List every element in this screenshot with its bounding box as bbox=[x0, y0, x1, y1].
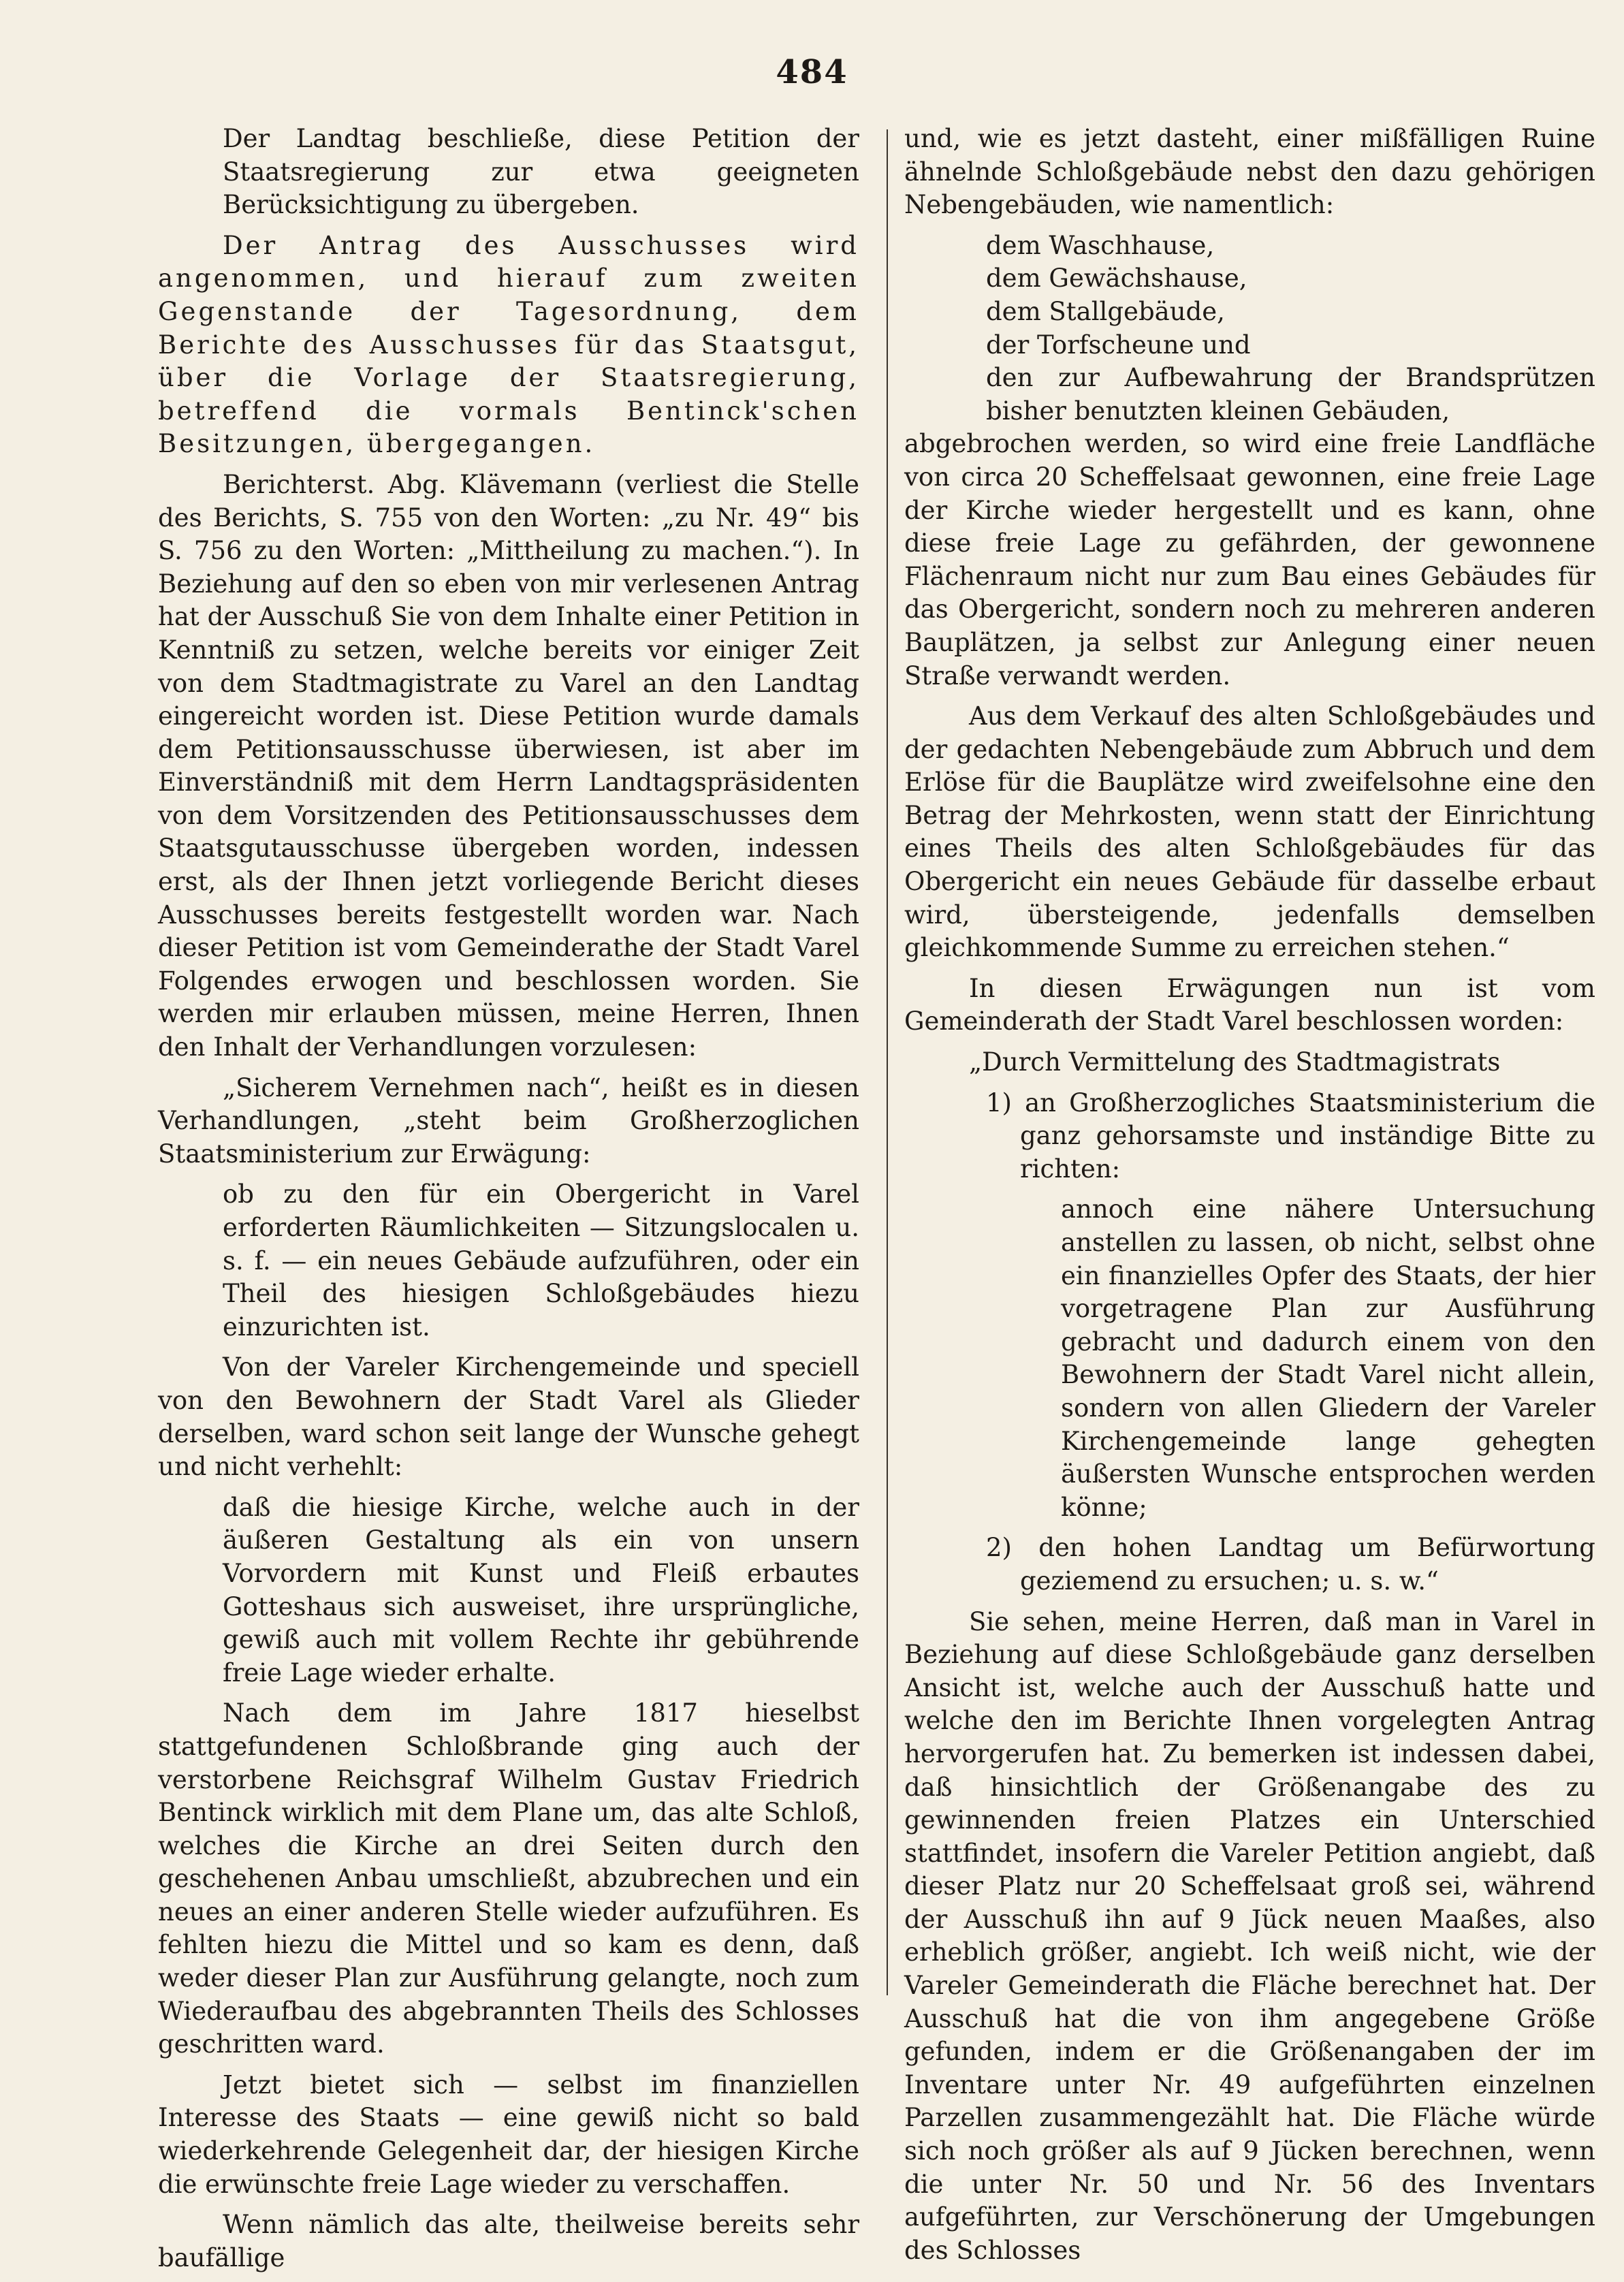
numbered-item: 1) an Großherzogliches Staatsministerium die ganz gehorsamste und inständige Bitte zu richten: bbox=[986, 1088, 1595, 1184]
paragraph: annoch eine nähere Untersuchung anstellen zu lassen, ob nicht, selbst ohne ein finanzielles Opfer des Staats, der hier vorgetragene Plan zur Ausführung gebracht und dadurch einem von den Bewohnern der Stadt Varel nicht allein, sondern von allen Gliedern der Vareler Kirchengemeinde lange gehegten äußersten Wunsche entsprochen werden könne; bbox=[1061, 1194, 1595, 1522]
paragraph: „Durch Vermittelung des Stadtmagistrats bbox=[969, 1047, 1501, 1077]
list-item: dem Waschhause, bbox=[986, 230, 1215, 260]
paragraph: Von der Vareler Kirchengemeinde und speciell von den Bewohnern der Stadt Varel als Glieder derselben, ward schon seit lange der Wunsche gehegt und nicht verhehlt: bbox=[158, 1352, 859, 1482]
list-item: dem Stallgebäude, bbox=[986, 296, 1225, 326]
list-item: dem Gewächshause, bbox=[986, 264, 1247, 294]
paragraph: Sie sehen, meine Herren, daß man in Varel in Beziehung auf diese Schloßgebäude ganz derselben Ansicht ist, welche auch der Ausschuß hatte und welche den im Berichte Ihnen vorgelegten Antrag hervorgerufen hat. Zu bemerken ist indessen dabei, daß hinsichtlich der Größenangabe des zu gewinnenden freien Platzes ein Unterschied stattfindet, insofern die Vareler Petition angiebt, daß dieser Platz nur 20 Scheffelsaat groß sei, während der Ausschuß ihn auf 9 Jück neuen Maaßes, also erheblich größer, angiebt. Ich weiß nicht, wie der Vareler Gemeinderath die Fläche berechnet hat. Der Ausschuß hat die von ihm angegebene Größe gefunden, indem er die Größenangaben der im Inventare unter Nr. 49 aufgeführten einzelnen Parzellen zusammengezählt hat. Die Fläche würde sich noch größer als auf 9 Jücken berechnen, wenn die unter Nr. 50 und Nr. 56 des Inventars aufgeführten, zur Verschönerung der Umgebungen des Schlosses bbox=[904, 1606, 1595, 2265]
left-column bbox=[158, 123, 859, 2282]
paragraph: abgebrochen werden, so wird eine freie Landfläche von circa 20 Scheffelsaat gewonnen, eine freie Lage der Kirche wieder hergestellt und es kann, ohne diese freie Lage zu gefährden, der gewonnene Flächenraum nicht nur zum Bau eines Gebäudes für das Obergericht, sondern noch zu mehreren anderen Bauplätzen, ja selbst zur Anlegung einer neuen Straße verwandt werden. bbox=[904, 429, 1595, 691]
right-column bbox=[904, 123, 1595, 2275]
page-number: 484 bbox=[776, 53, 848, 91]
paragraph: Nach dem im Jahre 1817 hieselbst stattgefundenen Schloßbrande ging auch der verstorbene Reichsgraf Wilhelm Gustav Friedrich Bentinck wirklich mit dem Plane um, das alte Schloß, welches die Kirche an drei Seiten durch den geschehenen Anbau umschließt, abzubrechen und ein neues an einer anderen Stelle wieder aufzuführen. Es fehlten hiezu die Mittel und so kam es denn, daß weder dieser Plan zur Ausführung gelangte, noch zum Wiederaufbau des abgebrannten Theils des Schlosses geschritten ward. bbox=[158, 1698, 859, 2059]
list-item: der Torfscheune und bbox=[986, 330, 1251, 360]
numbered-item: 2) den hohen Landtag um Befürwortung geziemend zu ersuchen; u. s. w.“ bbox=[986, 1533, 1595, 1596]
paragraph: und, wie es jetzt dasteht, einer mißfälligen Ruine ähnelnde Schloßgebäude nebst den dazu gehörigen Nebengebäuden, wie namentlich: bbox=[904, 124, 1595, 220]
list-item: den zur Aufbewahrung der Brandsprützen bisher benutzten kleinen Gebäuden, bbox=[986, 363, 1595, 426]
paragraph: Berichterst. Abg. Klävemann (verliest die Stelle des Berichts, S. 755 von den Worten: „zu Nr. 49“ bis S. 756 zu den Worten: „Mittheilung zu machen.“). In Beziehung auf den so eben von mir verlesenen Antrag hat der Ausschuß Sie von dem Inhalte einer Petition in Kenntniß zu setzen, welche bereits vor einiger Zeit von dem Stadtmagistrate zu Varel an den Landtag eingereicht worden ist. Diese Petition wurde damals dem Petitionsausschusse überwiesen, ist aber im Einverständniß mit dem Herrn Landtagspräsidenten von dem Vorsitzenden des Petitionsausschusses dem Staatsgutausschusse übergeben worden, indessen erst, als der Ihnen jetzt vorliegende Bericht dieses Ausschusses bereits festgestellt worden war. Nach dieser Petition ist vom Gemeinderathe der Stadt Varel Folgendes erwogen und beschlossen worden. Sie werden mir erlauben müssen, meine Herren, Ihnen den Inhalt der Verhandlungen vorzulesen: bbox=[158, 469, 859, 1062]
column-divider bbox=[887, 129, 888, 1995]
paragraph: Der Landtag beschließe, diese Petition der Staatsregierung zur etwa geeigneten Berücksichtigung zu übergeben. bbox=[223, 124, 859, 220]
paragraph: Aus dem Verkauf des alten Schloßgebäudes und der gedachten Nebengebäude zum Abbruch und dem Erlöse für die Bauplätze wird zweifelsohne eine den Betrag der Mehrkosten, wenn statt der Einrichtung eines Theils des alten Schloßgebäudes für das Obergericht ein neues Gebäude für dasselbe erbaut wird, übersteigende, jedenfalls demselben gleichkommende Summe zu erreichen stehen.“ bbox=[904, 701, 1595, 963]
paragraph: daß die hiesige Kirche, welche auch in der äußeren Gestaltung als ein von unsern Vorvordern mit Kunst und Fleiß erbautes Gotteshaus sich ausweiset, ihre ursprüngliche, gewiß auch mit vollem Rechte ihr gebührende freie Lage wieder erhalte. bbox=[223, 1492, 859, 1687]
paragraph: Jetzt bietet sich — selbst im finanziellen Interesse des Staats — eine gewiß nicht so bald wiederkehrende Gelegenheit dar, der hiesigen Kirche die erwünschte freie Lage wieder zu verschaffen. bbox=[158, 2070, 859, 2199]
paragraph: „Sicherem Vernehmen nach“, heißt es in diesen Verhandlungen, „steht beim Großherzoglichen Staatsministerium zur Erwägung: bbox=[158, 1073, 859, 1169]
paragraph: Der Antrag des Ausschusses wird angenommen, und hierauf zum zweiten Gegenstande der Tagesordnung, dem Berichte des Ausschusses für das Staatsgut, über die Vorlage der Staatsregierung, betreffend die vormals Bentinck'schen Besitzungen, übergegangen. bbox=[158, 230, 859, 459]
paragraph: Wenn nämlich das alte, theilweise bereits sehr baufällige bbox=[158, 2210, 859, 2272]
paragraph: In diesen Erwägungen nun ist vom Gemeinderath der Stadt Varel beschlossen worden: bbox=[904, 973, 1595, 1036]
paragraph: ob zu den für ein Obergericht in Varel erforderten Räumlichkeiten — Sitzungslocalen u. s. f. — ein neues Gebäude aufzuführen, oder ein Theil des hiesigen Schloßgebäudes hiezu einzurichten ist. bbox=[223, 1179, 859, 1342]
